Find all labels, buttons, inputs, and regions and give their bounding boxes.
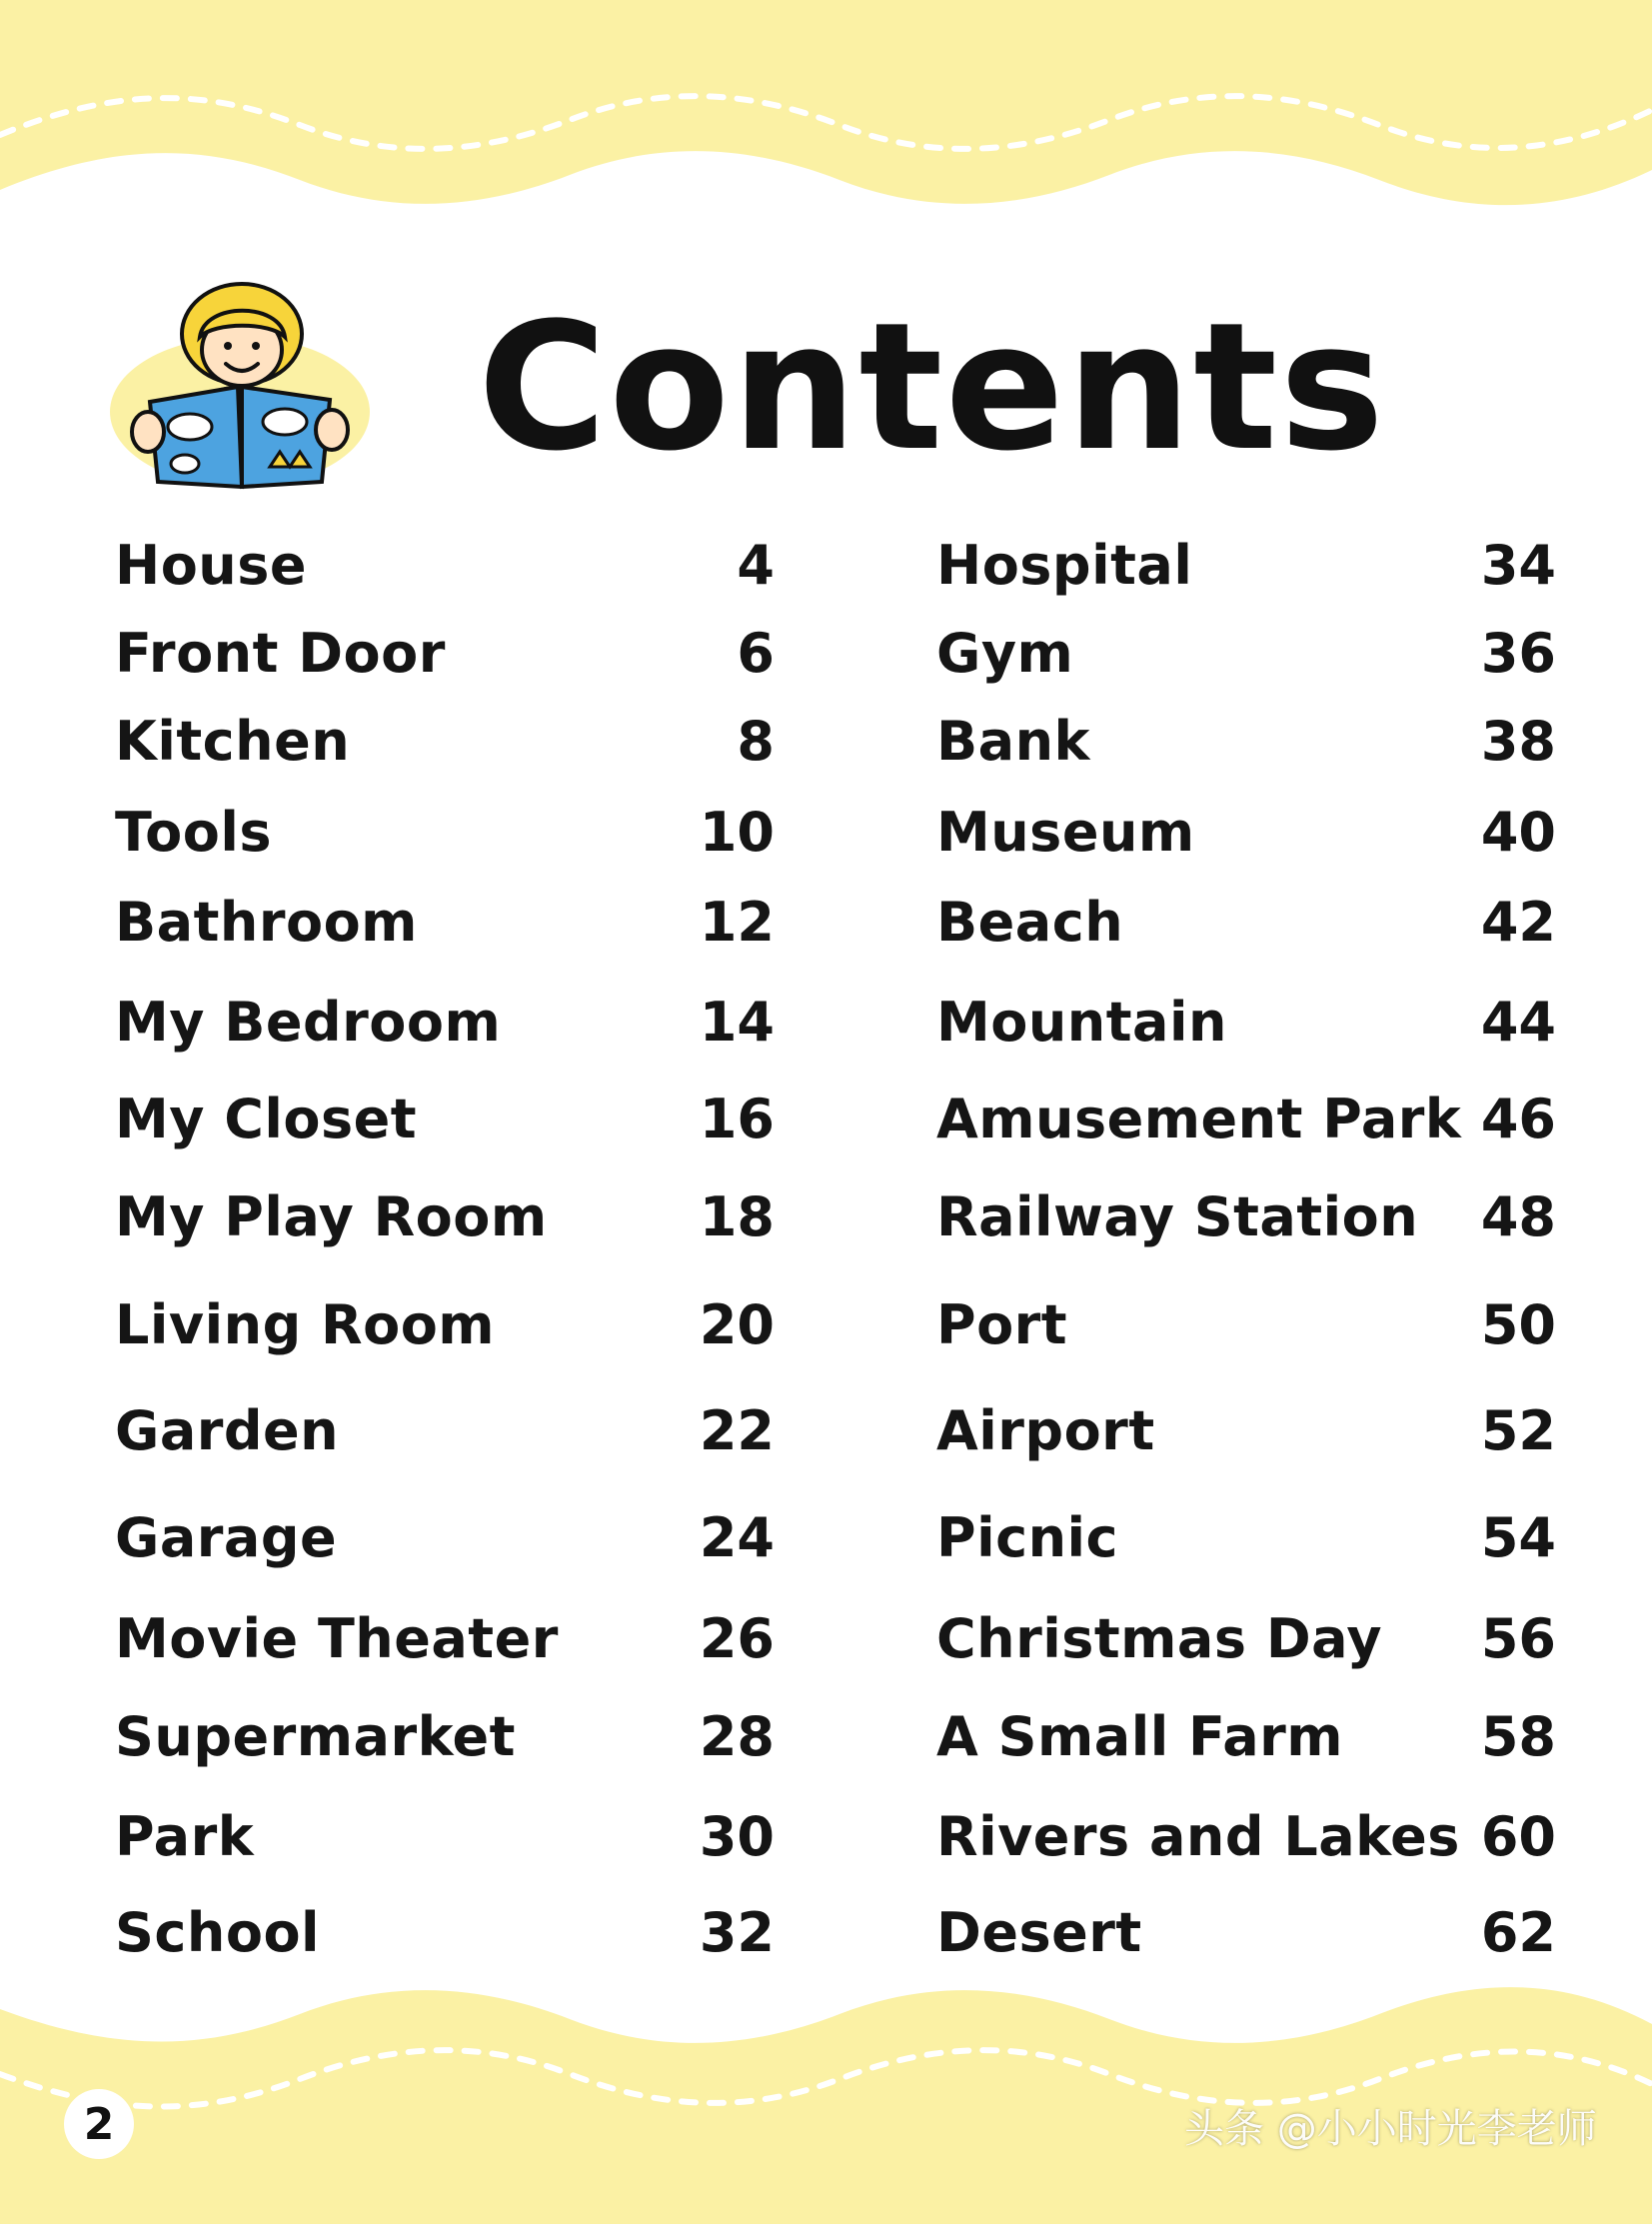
toc-entry-page: 4 <box>737 533 775 597</box>
toc-entry-title: Gym <box>936 621 1074 685</box>
toc-entry-page: 8 <box>737 709 775 773</box>
toc-entry-page: 46 <box>1480 1087 1556 1150</box>
toc-entry-page: 36 <box>1480 621 1556 685</box>
toc-entry <box>115 1701 775 1771</box>
toc-entry <box>936 530 1556 600</box>
toc-entry-page: 34 <box>1480 533 1556 597</box>
toc-entry <box>115 1801 775 1871</box>
toc-entry <box>115 1289 775 1359</box>
toc-entry-title: Railway Station <box>936 1184 1419 1248</box>
toc-entry <box>115 1897 775 1967</box>
toc-entry <box>936 706 1556 776</box>
toc-entry <box>115 797 775 867</box>
toc-entry-title: Port <box>936 1292 1068 1356</box>
toc-entry <box>936 1801 1556 1871</box>
toc-entry-title: My Play Room <box>115 1184 548 1248</box>
toc-entry-title: School <box>115 1900 321 1964</box>
toc-entry-title: Museum <box>936 800 1195 864</box>
toc-entry-page: 26 <box>699 1606 775 1670</box>
toc-entry-title: Bank <box>936 709 1090 773</box>
toc-entry-title: Hospital <box>936 533 1193 597</box>
toc-entry <box>936 987 1556 1057</box>
toc-entry <box>936 887 1556 957</box>
toc-entry-page: 6 <box>737 621 775 685</box>
toc-entry-title: Garden <box>115 1398 340 1462</box>
toc-entry-page: 32 <box>699 1900 775 1964</box>
bottom-wave-band <box>0 1954 1652 2224</box>
toc-entry-page: 14 <box>699 990 775 1054</box>
toc-entry-title: Kitchen <box>115 709 351 773</box>
toc-entry <box>936 1289 1556 1359</box>
toc-entry-title: Beach <box>936 890 1124 954</box>
toc-entry-title: Tools <box>115 800 273 864</box>
toc-entry-title: Christmas Day <box>936 1606 1383 1670</box>
toc-entry-title: My Closet <box>115 1087 418 1150</box>
toc-entry <box>936 618 1556 688</box>
toc-entry <box>936 1897 1556 1967</box>
toc-entry <box>115 1603 775 1673</box>
toc-entry <box>936 1395 1556 1465</box>
toc-entry-title: Front Door <box>115 621 446 685</box>
toc-entry-page: 56 <box>1480 1606 1556 1670</box>
toc-entry-title: Airport <box>936 1398 1155 1462</box>
toc-entry-page: 10 <box>699 800 775 864</box>
page-number: 2 <box>83 2098 115 2150</box>
toc-entry-page: 18 <box>699 1184 775 1248</box>
top-wave-band <box>0 0 1652 240</box>
toc-entry <box>115 887 775 957</box>
toc-entry-page: 48 <box>1480 1184 1556 1248</box>
toc-entry <box>115 530 775 600</box>
toc-entry-title: Amusement Park <box>936 1087 1462 1150</box>
toc-entry-title: My Bedroom <box>115 990 502 1054</box>
toc-entry-title: Mountain <box>936 990 1227 1054</box>
toc-entry-title: Living Room <box>115 1292 496 1356</box>
toc-entry-page: 50 <box>1480 1292 1556 1356</box>
toc-entry-title: Supermarket <box>115 1704 516 1768</box>
watermark: 头条 @小小时光李老师 <box>1184 2106 1597 2152</box>
toc-entry-page: 30 <box>699 1804 775 1868</box>
toc-entry <box>115 1181 775 1251</box>
toc-entry-page: 62 <box>1480 1900 1556 1964</box>
toc-entry-page: 40 <box>1480 800 1556 864</box>
toc-entry-page: 12 <box>699 890 775 954</box>
toc-entry <box>936 1181 1556 1251</box>
toc-entry-page: 60 <box>1480 1804 1556 1868</box>
child-reading-book-illustration <box>100 282 380 492</box>
toc-entry-title: Park <box>115 1804 255 1868</box>
toc-entry <box>115 706 775 776</box>
toc-entry-title: Rivers and Lakes <box>936 1804 1460 1868</box>
toc-entry-page: 54 <box>1480 1505 1556 1569</box>
toc-entry <box>115 1395 775 1465</box>
toc-entry <box>115 1084 775 1153</box>
toc-entry-page: 52 <box>1480 1398 1556 1462</box>
toc-entry <box>936 1502 1556 1572</box>
toc-entry-page: 42 <box>1480 890 1556 954</box>
toc-entry-page: 38 <box>1480 709 1556 773</box>
toc-entry-page: 28 <box>699 1704 775 1768</box>
toc-entry-title: Movie Theater <box>115 1606 559 1670</box>
toc-entry-title: Garage <box>115 1505 338 1569</box>
toc-entry-page: 16 <box>699 1087 775 1150</box>
toc-entry-title: Bathroom <box>115 890 418 954</box>
toc-entry-page: 24 <box>699 1505 775 1569</box>
toc-entry-title: House <box>115 533 308 597</box>
toc-entry-title: Picnic <box>936 1505 1119 1569</box>
toc-entry-title: A Small Farm <box>936 1704 1344 1768</box>
toc-entry-title: Desert <box>936 1900 1142 1964</box>
toc-entry <box>115 618 775 688</box>
toc-entry-page: 22 <box>699 1398 775 1462</box>
toc-entry <box>936 1701 1556 1771</box>
page-title: Contents <box>478 285 1387 490</box>
toc-entry <box>936 1603 1556 1673</box>
toc-entry-page: 44 <box>1480 990 1556 1054</box>
toc-entry-page: 20 <box>699 1292 775 1356</box>
toc-entry <box>115 1502 775 1572</box>
page-number-badge <box>64 2089 134 2159</box>
toc-entry-page: 58 <box>1480 1704 1556 1768</box>
toc-entry <box>936 1084 1556 1153</box>
toc-entry <box>936 797 1556 867</box>
toc-entry <box>115 987 775 1057</box>
